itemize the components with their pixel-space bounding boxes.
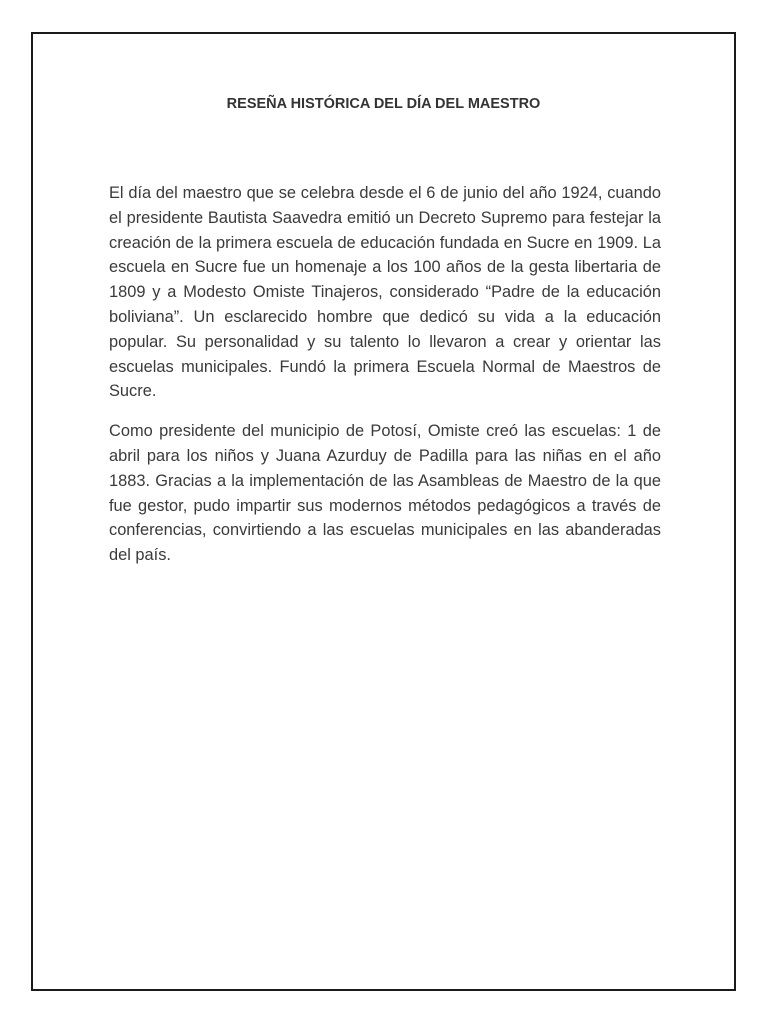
document-page	[31, 32, 736, 991]
paragraph-1: El día del maestro que se celebra desde el 6 de junio del año 1924, cuando el presidente Bautista Saavedra emitió un Decreto Supremo para festejar la creación de la primera escuela de educación fundada en Sucre en 1909. La escuela en Sucre fue un homenaje a los 100 años de la gesta libertaria de 1809 y a Modesto Omiste Tinajeros, considerado “Padre de la educación boliviana”. Un esclarecido hombre que dedicó su vida a la educación popular. Su personalidad y su talento lo llevaron a crear y orientar las escuelas municipales. Fundó la primera Escuela Normal de Maestros de Sucre.	[109, 184, 661, 401]
paragraph-2: Como presidente del municipio de Potosí, Omiste creó las escuelas: 1 de abril para los niños y Juana Azurduy de Padilla para las niñas en el año 1883. Gracias a la implementación de las Asambleas de Maestro de la que fue gestor, pudo impartir sus modernos métodos pedagógicos a través de conferencias, convirtiendo a las escuelas municipales en las abanderadas del país.	[109, 422, 661, 565]
document-title: RESEÑA HISTÓRICA DEL DÍA DEL MAESTRO	[226, 96, 541, 112]
document-body	[109, 181, 661, 583]
